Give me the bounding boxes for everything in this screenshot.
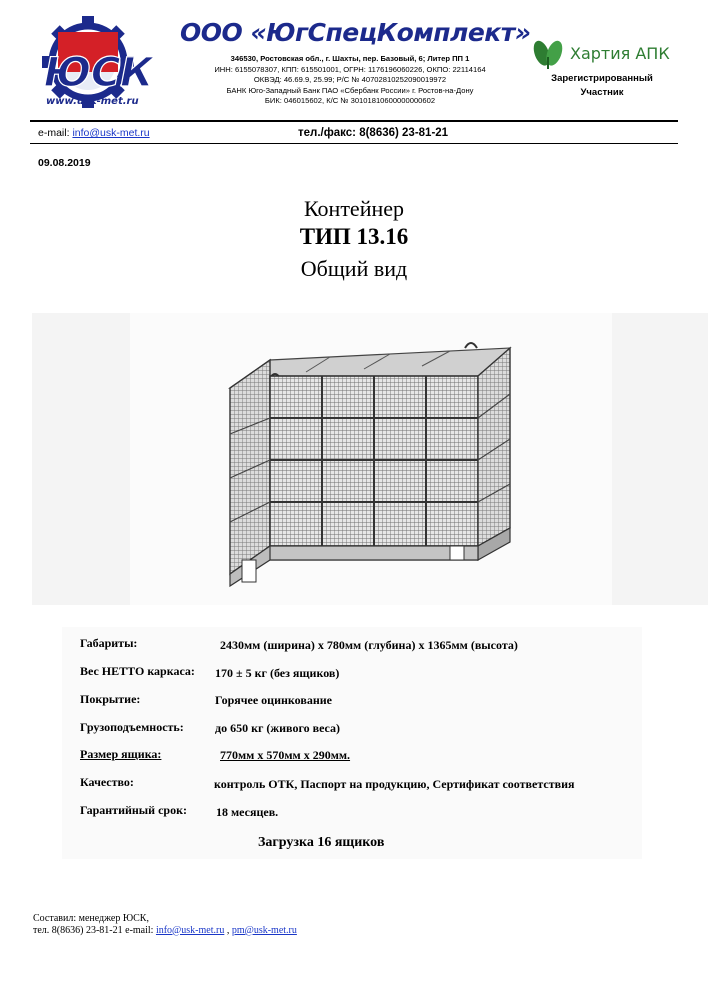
leaf-icon — [530, 36, 680, 70]
header-divider — [30, 120, 678, 122]
registered-line1: Зарегистрированный — [551, 73, 653, 84]
company-bik: БИК: 046015602, К/С № 30101810600000000602 — [264, 96, 436, 106]
title-line1: Контейнер — [303, 196, 405, 221]
spec-value-weight: 170 ± 5 кг (без ящиков) — [215, 666, 340, 680]
title-line3: Общий вид — [300, 256, 408, 281]
contact-divider — [30, 143, 678, 144]
spec-value-coating: Горячее оцинкование — [215, 693, 332, 707]
spec-value-capacity: до 650 кг (живого веса) — [215, 721, 341, 735]
footer — [33, 913, 297, 936]
company-address: 346530, Ростовская обл., г. Шахты, пер. Базовый, 6; Литер ПП 1 — [230, 54, 470, 63]
spec-value-box-size: 770мм х 570мм х 290мм. — [220, 748, 351, 762]
gear-logo-icon — [38, 16, 168, 116]
spec-label-weight: Вес НЕТТО каркаса: — [80, 664, 195, 678]
email-link[interactable]: info@usk-met.ru — [72, 127, 150, 139]
specs-background — [62, 627, 642, 859]
footer-phone: тел. 8(8636) 23-81-21 — [33, 924, 123, 936]
logo-text: ЮСК — [44, 50, 154, 96]
header-email — [38, 127, 150, 139]
spec-label-warranty: Гарантийный срок: — [80, 803, 187, 817]
logo-url: www.usk-met.ru — [46, 96, 139, 107]
footer-email-label: e-mail: — [125, 924, 154, 936]
company-details — [190, 54, 510, 107]
company-inn: ИНН: 6155078307, КПП: 615501001, ОГРН: 1176196060226, ОКПО: 22114164 — [214, 64, 486, 74]
header-phone: тел./факс: 8(8636) 23-81-21 — [298, 127, 449, 139]
footer-separator: , — [226, 924, 230, 936]
registered-member — [532, 72, 672, 100]
footer-email-link-2[interactable]: pm@usk-met.ru — [231, 924, 297, 936]
spec-value-quality: контроль ОТК, Паспорт на продукцию, Сертификат соответствия — [214, 777, 575, 791]
email-label: e-mail: — [38, 127, 70, 139]
spec-label-box-size: Размер ящика: — [80, 747, 162, 761]
document-date: 09.08.2019 — [38, 157, 91, 169]
spec-label-quality: Качество: — [80, 775, 134, 789]
company-name: ООО «ЮгСпецКомплект» — [180, 18, 531, 47]
spec-value-warranty: 18 месяцев. — [216, 805, 279, 819]
footer-author: Составил: менеджер ЮСК, — [33, 913, 149, 924]
spec-label-coating: Покрытие: — [80, 692, 141, 706]
footer-contacts — [33, 925, 297, 937]
spec-label-capacity: Грузоподъемность: — [80, 720, 184, 734]
title-line2: ТИП 13.16 — [299, 224, 409, 249]
company-logo — [38, 16, 168, 116]
registered-line2: Участник — [580, 87, 624, 98]
charter-name: Хартия АПК — [570, 44, 670, 63]
footer-email-link-1[interactable]: info@usk-met.ru — [155, 924, 225, 936]
company-bank: БАНК Юго-Западный Банк ПАО «Сбербанк России» г. Ростов-на-Дону — [226, 85, 474, 95]
company-okved: ОКВЭД: 46.69.9, 25.99; Р/С № 40702810252090019972 — [253, 75, 447, 85]
container-illustration — [210, 338, 530, 588]
loading-note: Загрузка 16 ящиков — [258, 835, 385, 850]
spec-value-dimensions: 2430мм (ширина) х 780мм (глубина) х 1365мм (высота) — [220, 638, 518, 652]
spec-label-dimensions: Габариты: — [80, 636, 138, 650]
